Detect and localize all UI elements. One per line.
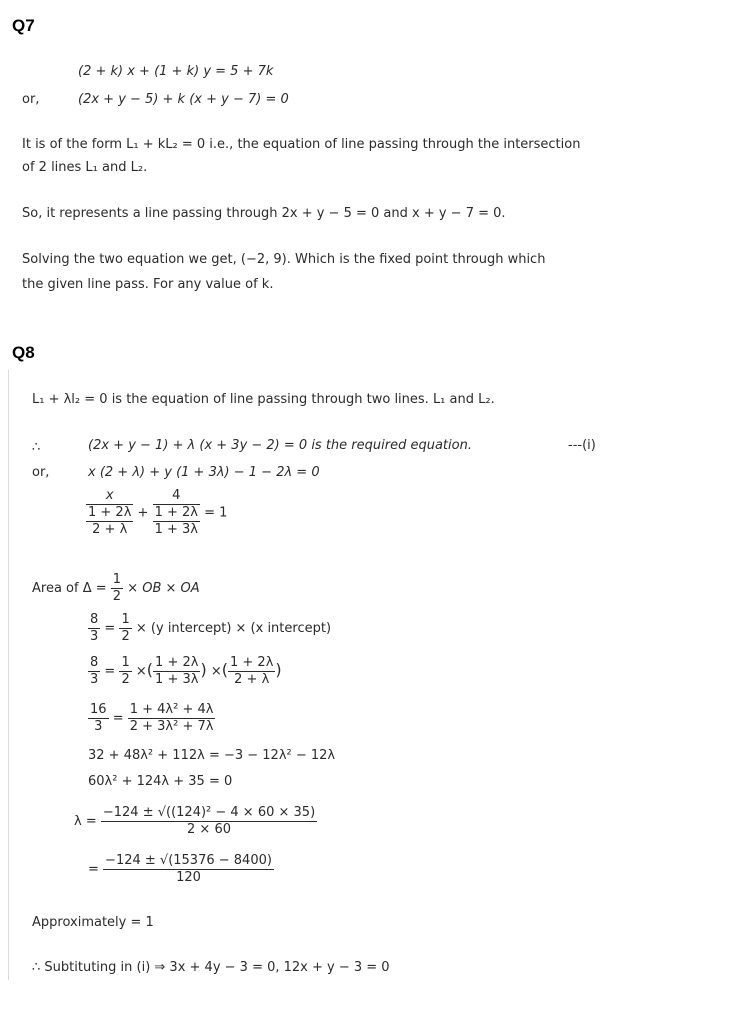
intercepts-text: × (y intercept) × (x intercept) <box>135 621 332 636</box>
quadratic-solution-2: = $\frac{-124 \pm √(15376 - 8400)}{120}$ <box>88 853 272 885</box>
q7-paragraph-1a: It is of the form L₁ + kL₂ = 0 i.e., the equation of line passing through the intersection <box>22 137 581 152</box>
q8-equation-tag: ---(i) <box>568 438 596 453</box>
fraction-4-denominator: 1 + 3λ <box>154 522 198 537</box>
ratio-line: $\frac{16}{3}$ = $\frac{\text{1 + 4λ² + 4λ}}{\text{2 + 3λ² + 7λ}}$ <box>90 702 214 734</box>
half-fraction: $\frac{1}{2}$ <box>112 572 122 604</box>
fraction-x-denominator: 2 + λ <box>86 521 133 538</box>
q8-border <box>8 370 17 980</box>
expanded-equation: 32 + 48λ² + 112λ = −3 − 12λ² − 12λ <box>88 748 336 763</box>
approximation: Approximately = 1 <box>32 915 154 930</box>
quadratic-solution-1: λ = $\frac{\text{−124 ± √((124)² − 4 × 60 × 35)}}{2 \times 60}$ <box>74 805 316 837</box>
fraction-x-numerator-denominator: 1 + 2λ <box>88 505 132 520</box>
fraction-4-numerator: 4 <box>153 488 200 505</box>
equals-one: = 1 <box>204 505 228 521</box>
q8-intro: L₁ + λl₂ = 0 is the equation of line passing through two lines. L₁ and L₂. <box>32 392 495 407</box>
plus-sign: + <box>137 505 149 521</box>
q7-paragraph-1b: of 2 lines L₁ and L₂. <box>22 160 148 175</box>
q7-equation-1: (2 + k) x + (1 + k) y = 5 + 7k <box>78 64 274 79</box>
fraction-x <box>86 488 133 538</box>
quadratic-equation: 60λ² + 124λ + 35 = 0 <box>88 774 233 789</box>
q7-or-label: or, <box>22 92 40 107</box>
q7-heading: Q7 <box>12 16 35 35</box>
intercept-form <box>86 488 227 538</box>
lambda-equals: λ = <box>74 814 97 829</box>
q8-equation-i: (2x + y − 1) + λ (x + 3y − 2) = 0 is the required equation. <box>88 438 472 453</box>
q7-paragraph-3b: the given line pass. For any value of k. <box>22 277 274 292</box>
q8-equation-expanded: x (2 + λ) + y (1 + 3λ) − 1 − 2λ = 0 <box>88 465 320 480</box>
final-substitution: ∴ Subtituting in (i) ⇒ 3x + 4y − 3 = 0, 12x + y − 3 = 0 <box>32 960 390 975</box>
fraction-x-numerator: x <box>86 488 133 505</box>
q8-or-label: or, <box>32 465 50 480</box>
q7-equation-2: (2x + y − 5) + k (x + y − 7) = 0 <box>78 92 289 107</box>
area-intercepts-line: $\frac{8}{3}$ = $\frac{1}{2}$ × (y intercept) × (x intercept) <box>90 612 332 644</box>
area-label: Area of Δ = <box>32 581 107 596</box>
area-rhs: × OB × OA <box>127 581 200 596</box>
fraction-4 <box>153 488 200 538</box>
q8-heading: Q8 <box>12 343 35 362</box>
fraction-4-numerator-denominator: 1 + 2λ <box>154 505 198 520</box>
q7-paragraph-2: So, it represents a line passing through 2x + y − 5 = 0 and x + y − 7 = 0. <box>22 206 506 221</box>
area-line <box>32 572 200 605</box>
therefore-symbol: ∴ <box>32 440 41 455</box>
area-lambda-line: $\frac{8}{3}$ = $\frac{1}{2}$ ×( $\frac{1 + 2\lambda}{1 + 3\lambda}$ ) ×( $\frac{1 + 2\lambda}{2 + \lambda}$ ) <box>90 655 282 687</box>
q7-paragraph-3a: Solving the two equation we get, (−2, 9). Which is the fixed point through which <box>22 252 546 267</box>
